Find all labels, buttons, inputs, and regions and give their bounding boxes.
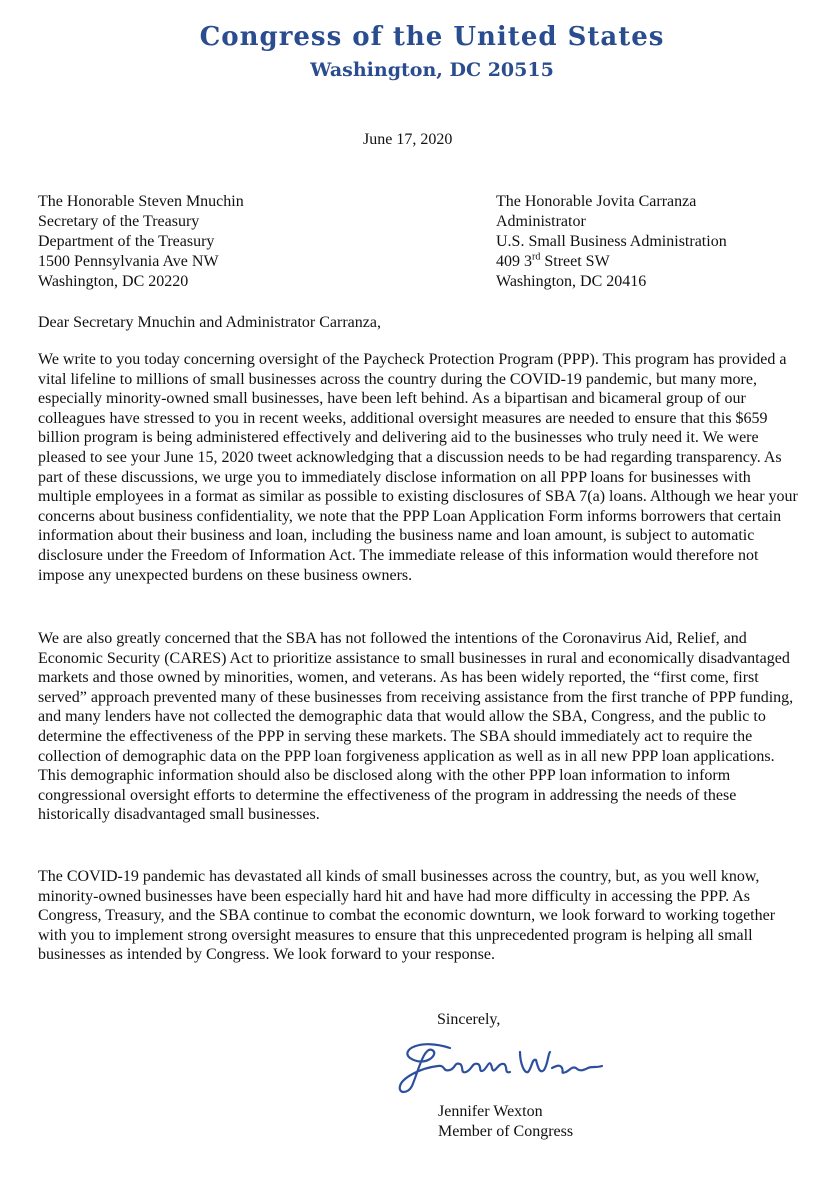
recipient-left-line: The Honorable Steven Mnuchin [38, 193, 244, 210]
signer-name: Jennifer Wexton [438, 1103, 543, 1120]
street-ordinal-suffix: rd [532, 251, 541, 263]
letterhead-title: Congress of the United States [199, 22, 665, 52]
body-paragraph-3: The COVID-19 pandemic has devastated all kinds of small businesses across the country, but, as you well know, minority-owned businesses have been especially hard hit and have had more difficulty in accessing the PPP. As Congress, Treasury, and the SBA continue to combat the economic downturn, we look forward to working together with you to implement strong oversight measures to ensure that this unprecedented program is helping all small businesses as intended by Congress. We look forward to your response. [38, 868, 776, 964]
letter-date: June 17, 2020 [363, 131, 453, 148]
signature-stroke [520, 1052, 602, 1073]
signer-block [438, 1102, 573, 1142]
recipient-right-address [496, 192, 727, 292]
salutation: Dear Secretary Mnuchin and Administrator Carranza, [38, 314, 381, 331]
letterhead [0, 22, 834, 84]
body-paragraph-1: We write to you today concerning oversight of the Paycheck Protection Program (PPP). This program has provided a vital lifeline to millions of small businesses across the country during the COVID-19 pandemic, but many more, especially minority-owned small businesses, have been left behind. As a bipartisan and bicameral group of our colleagues have stressed to you in recent weeks, additional oversight measures are needed to ensure that this $659 billion program is being administered effectively and delivering aid to the businesses who truly need it. We were pleased to see your June 15, 2020 tweet acknowledging that a discussion needs to be had regarding transparency. As part of these discussions, we urge you to immediately disclose information on all PPP loans for businesses with multiple employees in a format as similar as possible to existing disclosures of SBA 7(a) loans. Although we hear your concerns about business confidentiality, we note that the PPP Loan Application Form informs borrowers that certain information about their business and loan, including the business name and loan amount, is subject to automatic disclosure under the Freedom of Information Act. The immediate release of this information would therefore not impose any unexpected burdens on these business owners. [38, 351, 798, 584]
body-paragraph-2: We are also greatly concerned that the SBA has not followed the intentions of the Coronavirus Aid, Relief, and Economic Security (CARES) Act to prioritize assistance to small businesses in rural and economically disadvantaged markets and those owned by minorities, women, and veterans. As has been widely reported, the “first come, first served” approach prevented many of these businesses from receiving assistance from the first tranche of PPP funding, and many lenders have not collected the demographic data that would allow the SBA, Congress, and the public to determine the effectiveness of the PPP in serving these markets. The SBA should immediately act to require the collection of demographic data on the PPP loan forgiveness application as well as in all new PPP loan applications. This demographic information should also be disclosed along with the other PPP loan information to inform congressional oversight efforts to determine the effectiveness of the program in addressing the needs of these historically disadvantaged small businesses. [38, 630, 794, 824]
recipient-right-street-line [496, 252, 727, 272]
closing: Sincerely, [437, 1011, 501, 1028]
recipient-right-line: The Honorable Jovita Carranza [496, 193, 697, 210]
street-name: Street SW [540, 253, 610, 270]
recipient-left-line: Department of the Treasury [38, 233, 215, 250]
recipient-right-line: Administrator [496, 213, 586, 230]
recipient-left-line: 1500 Pennsylvania Ave NW [38, 253, 219, 270]
handwritten-signature [380, 1028, 620, 1100]
recipient-right-line: U.S. Small Business Administration [496, 233, 727, 250]
recipient-left-line: Secretary of the Treasury [38, 213, 200, 230]
recipient-left-line: Washington, DC 20220 [38, 273, 189, 290]
letterhead-subtitle: Washington, DC 20515 [310, 59, 554, 81]
street-number: 409 3 [496, 253, 532, 270]
recipient-right-line: Washington, DC 20416 [496, 273, 647, 290]
recipient-left-address [38, 192, 244, 292]
signature-stroke [400, 1044, 510, 1092]
signer-title: Member of Congress [438, 1123, 574, 1140]
